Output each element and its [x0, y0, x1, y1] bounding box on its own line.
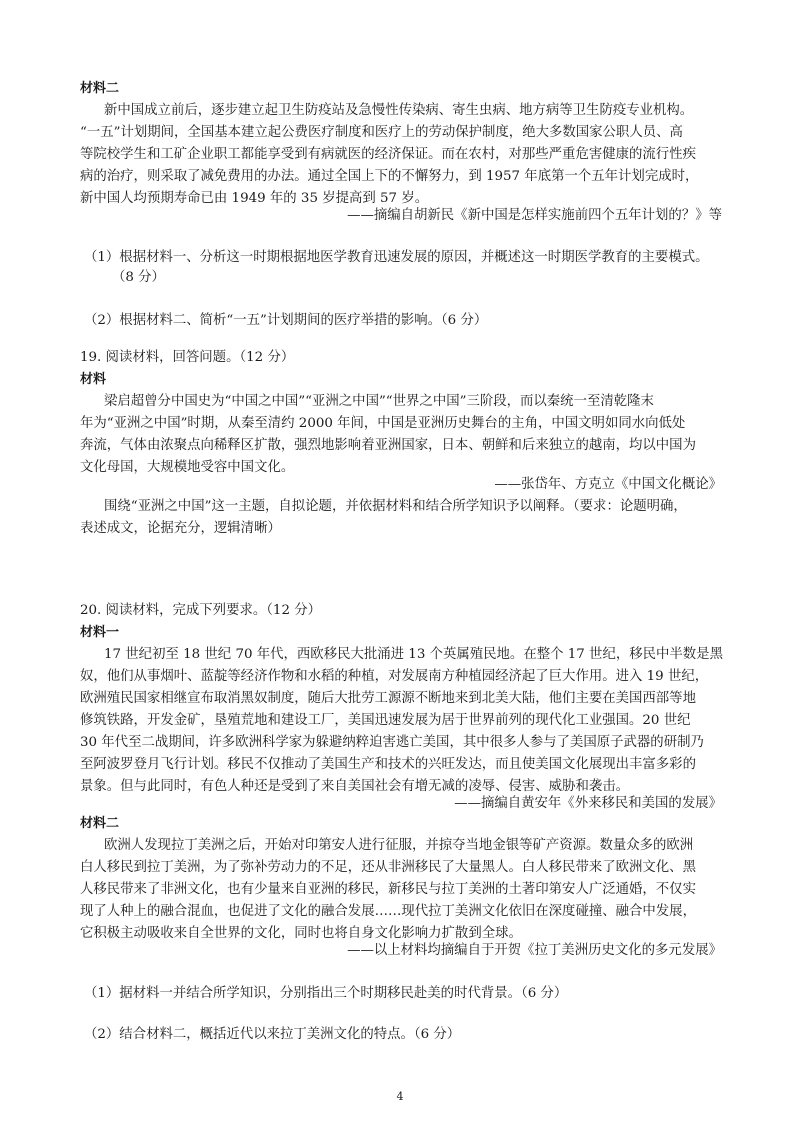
paragraph-line: 奔流，气体由浓聚点向稀释区扩散，强烈地影响着亚洲国家，日本、朝鲜和后来独立的越南，均以中国为	[80, 438, 696, 453]
q20-material-2-heading: 材料二	[80, 816, 120, 831]
q19-material-heading: 材料	[80, 372, 107, 387]
paragraph-line: 欧洲人发现拉丁美洲之后，开始对印第安人进行征服，并掠夺当地金银等矿产资源。数量众多的欧洲	[104, 838, 694, 853]
source-citation: ——以上材料均摘编自于开贺《拉丁美洲历史文化的多元发展》	[347, 943, 722, 958]
q20-material-1-heading: 材料一	[80, 625, 120, 640]
question-20-2: （2）结合材料二，概括近代以来拉丁美洲文化的特点。（6 分）	[84, 1027, 461, 1042]
paragraph-line: 景象。但与此同时，有色人种还是受到了来自美国社会有增无减的凌辱、侵害、威胁和袭击。	[80, 779, 630, 794]
paragraph-line: 年为“亚洲之中国”时期，从秦至清约 2000 年间，中国是亚洲历史舞台的主角，中国文明如同水向低处	[80, 416, 686, 431]
paragraph-line: 修筑铁路，开发金矿，垦殖荒地和建设工厂，美国迅速发展为居于世界前列的现代化工业强国。20 世纪	[80, 713, 691, 728]
page-number: 4	[396, 1090, 404, 1103]
source-citation: ——张岱年、方克立《中国文化概论》	[494, 477, 722, 492]
paragraph-line: 新中国人均预期寿命已由 1949 年的 35 岁提高到 57 岁。	[80, 191, 429, 206]
paragraph-line: 现了人种上的融合混血，也促进了文化的融合发展……现代拉丁美洲文化依旧在深度碰撞、融合中发展，	[80, 904, 696, 919]
question-20-title: 20. 阅读材料，完成下列要求。（12 分）	[80, 603, 322, 618]
paragraph-line: “一五”计划期间，全国基本建立起公费医疗制度和医疗上的劳动保护制度，绝大多数国家公职人员、高	[80, 125, 683, 140]
paragraph-line: 它积极主动吸收来自全世界的文化，同时也将自身文化影响力扩散到全球。	[80, 926, 522, 941]
q19-requirement: 围绕“亚洲之中国”这一主题，自拟论题，并依据材料和结合所学知识予以阐释。（要求：论题明确，	[104, 499, 687, 514]
paragraph-line: 文化母国，大规模地受容中国文化。	[80, 460, 295, 475]
question-18-1: （1）根据材料一、分析这一时期根据地医学教育迅速发展的原因，并概述这一时期医学教育的主要模式。	[84, 250, 709, 265]
paragraph-line: 梁启超曾分中国史为“中国之中国”“亚洲之中国”“世界之中国”三阶段，而以秦统一至清乾隆末	[104, 394, 654, 409]
question-20-1: （1）据材料一并结合所学知识，分别指出三个时期移民赴美的时代背景。（6 分）	[84, 986, 568, 1001]
paragraph-line: 白人移民到拉丁美洲，为了弥补劳动力的不足，还从非洲移民了大量黑人。白人移民带来了欧洲文化、黑	[80, 860, 696, 875]
paragraph-line: 30 年代至二战期间，许多欧洲科学家为躲避纳粹迫害逃亡美国，其中很多人参与了美国原子武器的研制乃	[80, 735, 704, 750]
paragraph-line: 等院校学生和工矿企业职工都能享受到有病就医的经济保证。而在农村，对那些严重危害健康的流行性疾	[80, 147, 696, 162]
question-18-1-score: （8 分）	[112, 270, 165, 285]
source-citation: ——摘编自黄安年《外来移民和美国的发展》	[454, 796, 722, 811]
source-citation: ——摘编自胡新民《新中国是怎样实施前四个五年计划的？》等	[347, 208, 722, 223]
question-18-2: （2）根据材料二、简析“一五”计划期间的医疗举措的影响。（6 分）	[84, 313, 488, 328]
paragraph-line: 至阿波罗登月飞行计划。移民不仅推动了美国生产和技术的兴旺发达，而且使美国文化展现出丰富多彩的	[80, 757, 696, 772]
q19-requirement: 表述成文，论据充分，逻辑清晰）	[80, 521, 281, 536]
paragraph-line: 新中国成立前后，逐步建立起卫生防疫站及急慢性传染病、寄生虫病、地方病等卫生防疫专业机构。	[104, 103, 694, 118]
paragraph-line: 欧洲殖民国家相继宣布取消黑奴制度，随后大批劳工源源不断地来到北美大陆，他们主要在美国西部等地	[80, 691, 696, 706]
paragraph-line: 人移民带来了非洲文化，也有少量来自亚洲的移民，新移民与拉丁美洲的土著印第安人广泛通婚，不仅实	[80, 882, 696, 897]
paragraph-line: 奴，他们从事烟叶、蓝靛等经济作物和水稻的种植，对发展南方种植园经济起了巨大作用。进入 19 世纪，	[80, 669, 709, 684]
paragraph-line: 17 世纪初至 18 世纪 70 年代，西欧移民大批涌进 13 个英属殖民地。在整个 17 世纪，移民中半数是黑	[104, 647, 723, 662]
paragraph-line: 病的治疗，则采取了减免费用的办法。通过全国上下的不懈努力，到 1957 年底第一个五年计划完成时，	[80, 169, 699, 184]
material-2-heading: 材料二	[80, 81, 120, 96]
question-19-title: 19. 阅读材料，回答问题。（12 分）	[80, 350, 295, 365]
